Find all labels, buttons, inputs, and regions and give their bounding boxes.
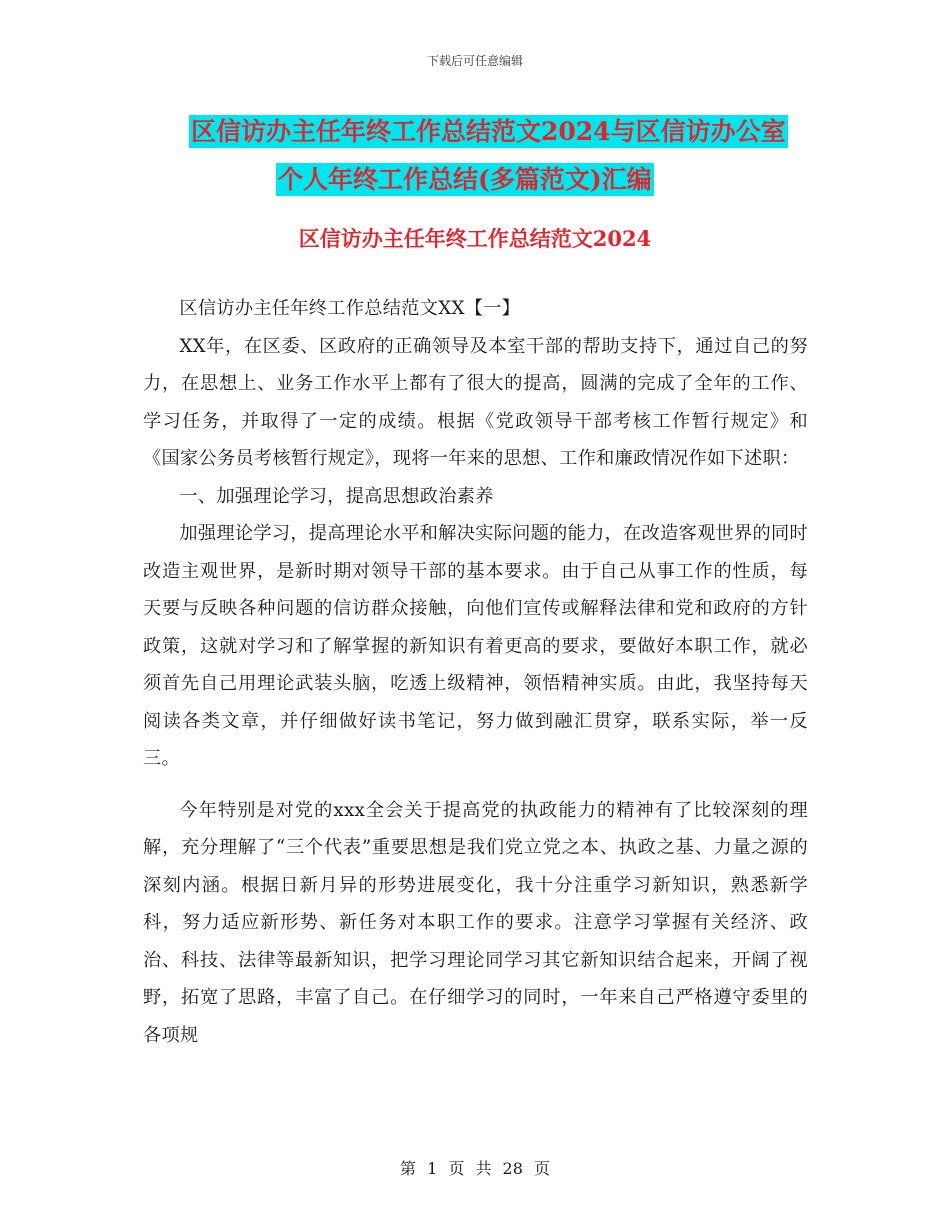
paragraph-subheading: 一、加强理论学习，提高思想政治素养 — [179, 485, 494, 507]
body-text — [143, 290, 808, 1054]
section-title: 区信访办主任年终工作总结范文2024 — [298, 226, 652, 251]
main-title — [185, 108, 825, 204]
page-footer: 第 1 页 共 28 页 — [400, 1159, 550, 1178]
paragraph: XX年，在区委、区政府的正确领导及本室干部的帮助支持下，通过自己的努力，在思想上、业务工作水平上都有了很大的提高，圆满的完成了全年的工作、学习任务，并取得了一定的成绩。根据《党政领导干部考核工作暂行规定》和《国家公务员考核暂行规定》，现将一年来的思想、工作和廉政情况作如下述职： — [143, 335, 808, 469]
main-title-highlight-2: 个人年终工作总结(多篇范文)汇编 — [278, 165, 652, 194]
main-title-line-2 — [276, 156, 825, 204]
main-title-highlight-1: 区信访办主任年终工作总结范文2024与区信访办公室 — [191, 117, 786, 146]
paragraph: 加强理论学习，提高理论水平和解决实际问题的能力，在改造客观世界的同时改造主观世界，是新时期对领导干部的基本要求。由于自己从事工作的性质，每天要与反映各种问题的信访群众接触，向他们宣传或解释法律和党和政府的方针政策，这就对学习和了解掌握的新知识有着更高的要求，要做好本职工作，就必须首先自己用理论武装头脑，吃透上级精神，领悟精神实质。由此，我坚持每天阅读各类文章，并仔细做好读书笔记，努力做到融汇贯穿，联系实际，举一反三。 — [143, 523, 808, 769]
paragraph-heading: 区信访办主任年终工作总结范文XX【一】 — [179, 298, 521, 319]
header-note: 下载后可任意编辑 — [426, 54, 523, 68]
main-title-line-1 — [189, 108, 825, 156]
paragraph: 今年特别是对党的xxx全会关于提高党的执政能力的精神有了比较深刻的理解，充分理解了“三个代表”重要思想是我们党立党之本、执政之基、力量之源的深刻内涵。根据日新月异的形势进展变化，我十分注重学习新知识，熟悉新学科，努力适应新形势、新任务对本职工作的要求。注意学习掌握有关经济、政治、科技、法律等最新知识，把学习理论同学习其它新知识结合起来，开阔了视野，拓宽了思路，丰富了自己。在仔细学习的同时，一年来自己严格遵守委里的各项规 — [143, 799, 808, 1046]
